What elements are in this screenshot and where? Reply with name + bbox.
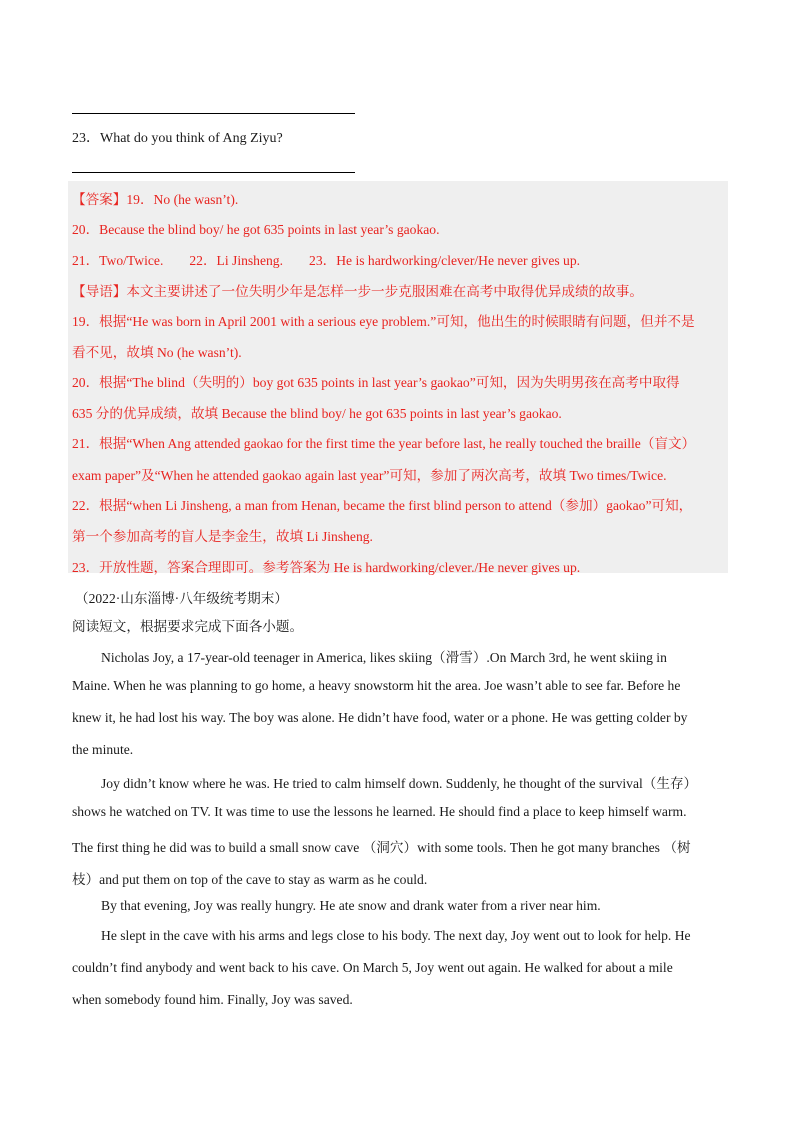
- answer-line: [72, 249, 580, 269]
- explanation-line: 第一个参加高考的盲人是李金生，故填 Li Jinsheng.: [72, 529, 373, 544]
- answer-21: 21．Two/Twice.: [72, 253, 164, 268]
- passage-line: Joy didn’t know where he was. He tried to calm himself down. Suddenly, he thought of the survival（生存）: [101, 776, 698, 791]
- passage-line: knew it, he had lost his way. The boy was alone. He didn’t have food, water or a phone. He was getting colder by: [72, 710, 688, 725]
- explanation-line: 23．开放性题，答案合理即可。参考答案为 He is hardworking/clever./He never gives up.: [72, 560, 581, 575]
- explanation-line: 19．根据“He was born in April 2001 with a serious eye problem.”可知，他出生的时候眼睛有问题，但并不是: [72, 314, 695, 329]
- passage-line: By that evening, Joy was really hungry. He ate snow and drank water from a river near him.: [101, 898, 601, 913]
- explanation-line: 看不见，故填 No (he wasn’t).: [72, 345, 242, 360]
- passage-line: shows he watched on TV. It was time to use the lessons he learned. He should find a place to keep himself warm.: [72, 804, 687, 819]
- explanation-line: 22．根据“when Li Jinsheng, a man from Henan, became the first blind person to attend（参加）gaokao”可知，: [72, 498, 693, 513]
- answer-line: 20．Because the blind boy/ he got 635 points in last year’s gaokao.: [72, 222, 440, 237]
- answer-line: 【答案】19．No (he wasn’t).: [72, 192, 239, 207]
- question-23: [72, 127, 283, 147]
- question-text: What do you think of Ang Ziyu?: [100, 131, 283, 146]
- answer-blank-line-23: [72, 172, 355, 173]
- instruction-line: 阅读短文，根据要求完成下面各小题。: [72, 619, 304, 634]
- passage-line: couldn’t find anybody and went back to his cave. On March 5, Joy went out again. He walked for about a mile: [72, 960, 673, 975]
- explanation-line: 635 分的优异成绩，故填 Because the blind boy/ he got 635 points in last year’s gaokao.: [72, 406, 562, 421]
- passage-line: Nicholas Joy, a 17-year-old teenager in America, likes skiing（滑雪）.On March 3rd, he went skiing in: [101, 650, 667, 665]
- explanation-line: exam paper”及“When he attended gaokao again last year”可知，参加了两次高考，故填 Two times/Twice.: [72, 468, 667, 483]
- passage-line: He slept in the cave with his arms and legs close to his body. The next day, Joy went out to look for help. He: [101, 928, 691, 943]
- passage-line: 枝）and put them on top of the cave to stay as warm as he could.: [72, 872, 428, 887]
- answer-blank-line-22: [72, 113, 355, 114]
- passage-line: The first thing he did was to build a small snow cave （洞穴）with some tools. Then he got many branches （树: [72, 840, 691, 855]
- passage-line: Maine. When he was planning to go home, a heavy snowstorm hit the area. Joe wasn’t able to see far. Before he: [72, 678, 681, 693]
- explanation-line: 20．根据“The blind（失明的）boy got 635 points in last year’s gaokao”可知，因为失明男孩在高考中取得: [72, 375, 680, 390]
- answer-23: 23．He is hardworking/clever/He never gives up.: [309, 253, 581, 268]
- passage-line: the minute.: [72, 742, 134, 757]
- source-line: （2022·山东淄博·八年级统考期末）: [75, 591, 288, 606]
- passage-line: when somebody found him. Finally, Joy was saved.: [72, 992, 353, 1007]
- guide-line: 【导语】本文主要讲述了一位失明少年是怎样一步一步克服困难在高考中取得优异成绩的故事。: [72, 284, 643, 299]
- explanation-line: 21．根据“When Ang attended gaokao for the first time the year before last, he really touched the braille（盲文）: [72, 436, 696, 451]
- answer-22: 22．Li Jinsheng.: [189, 253, 284, 268]
- question-number: 23．: [72, 131, 100, 146]
